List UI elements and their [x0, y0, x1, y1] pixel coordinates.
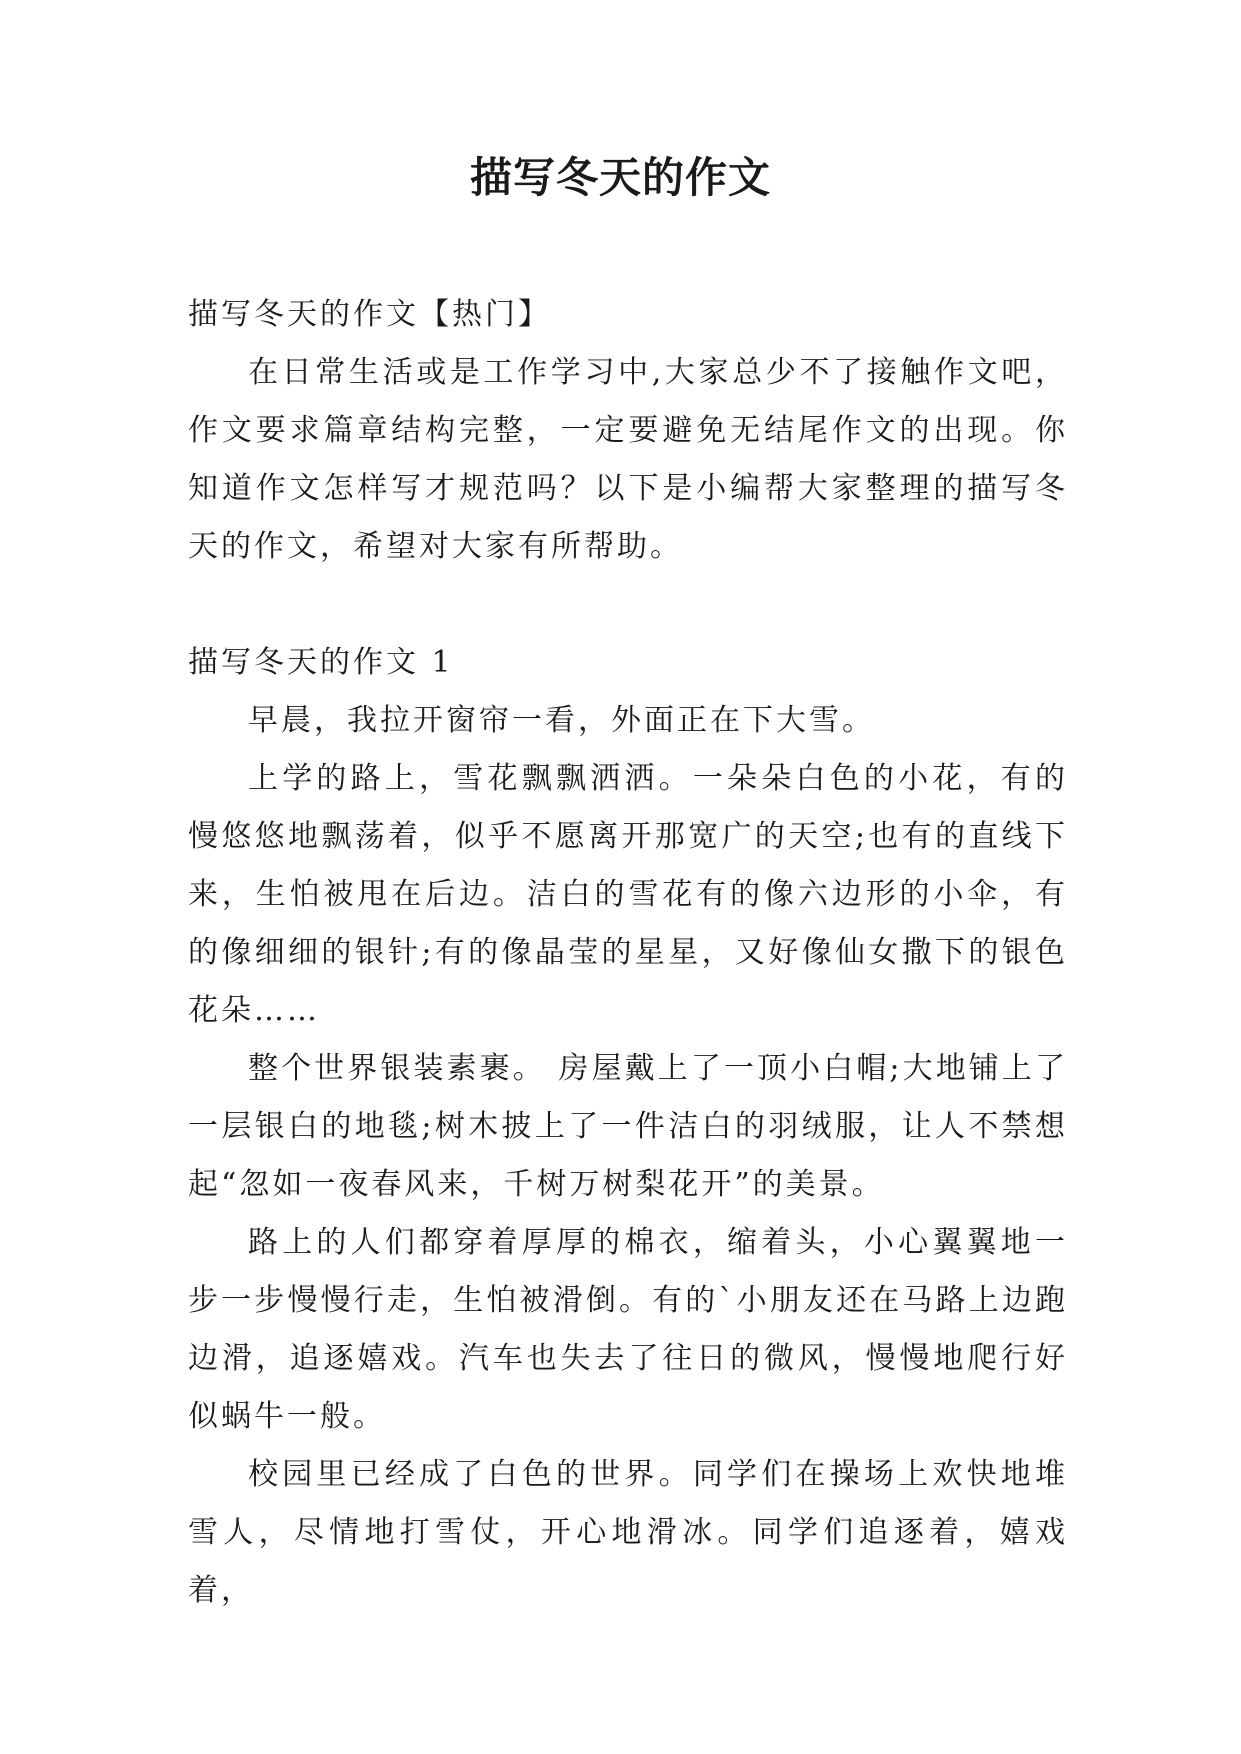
paragraph: 路上的人们都穿着厚厚的棉衣，缩着头，小心翼翼地一步一步慢慢行走，生怕被滑倒。有的`小朋友还在马路上边跑边滑，追逐嬉戏。汽车也失去了往日的微风，慢慢地爬行好似蜗牛一般。	[188, 1225, 1068, 1434]
paragraph: 校园里已经成了白色的世界。同学们在操场上欢快地堆雪人，尽情地打雪仗，开心地滑冰。同学们追逐着，嬉戏着，	[188, 1457, 1068, 1608]
paragraph: 上学的路上，雪花飘飘洒洒。一朵朵白色的小花，有的慢悠悠地飘荡着，似乎不愿离开那宽广的天空;也有的直线下来，生怕被甩在后边。洁白的雪花有的像六边形的小伞，有的像细细的银针;有的像晶莹的星星，又好像仙女撒下的银色花朵……	[188, 761, 1068, 1028]
paragraph: 整个世界银装素裹。 房屋戴上了一顶小白帽;大地铺上了一层银白的地毯;树木披上了一件洁白的羽绒服，让人不禁想起“忽如一夜春风来，千树万树梨花开”的美景。	[188, 1051, 1068, 1202]
paragraph: 早晨，我拉开窗帘一看，外面正在下大雪。	[248, 703, 875, 738]
section-spacer	[188, 576, 1068, 634]
intro-paragraph: 在日常生活或是工作学习中,大家总少不了接触作文吧，作文要求篇章结构完整，一定要避免无结尾作文的出现。你知道作文怎样写才规范吗？以下是小编帮大家整理的描写冬天的作文，希望对大家有所帮助。	[188, 355, 1068, 564]
section-heading: 描写冬天的作文 1	[188, 645, 454, 680]
main-heading: 描写冬天的作文【热门】	[188, 297, 551, 332]
document-title: 描写冬天的作文	[469, 153, 771, 202]
document-body	[188, 286, 1068, 1620]
